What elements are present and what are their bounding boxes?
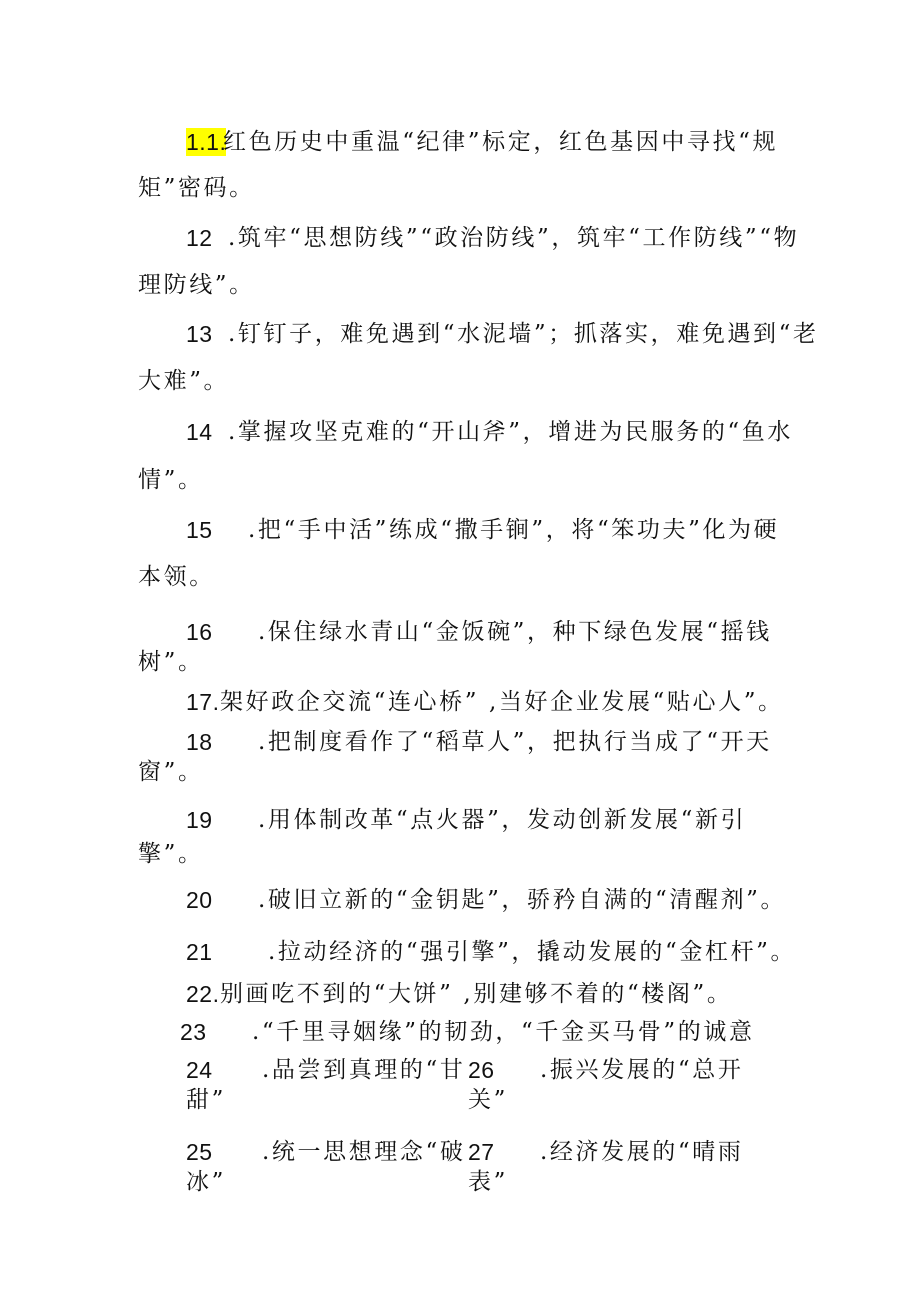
item-text-line2: 擎”。 xyxy=(138,841,204,867)
item-text-line1: .拉动经济的“强引擎”，撬动发展的“金杠杆”。 xyxy=(268,939,797,965)
column-item-text-line2: 甜” xyxy=(186,1087,226,1113)
item-number: 18 xyxy=(186,729,213,755)
item-text-line2: 理防线”。 xyxy=(138,272,255,298)
item-text-line2: 窗”。 xyxy=(138,759,204,785)
column-item-number: 27 xyxy=(468,1139,495,1165)
item-number: 14 xyxy=(186,419,213,445)
column-item-text-line1: .经济发展的“晴雨 xyxy=(540,1139,744,1165)
item-text-line1: .把制度看作了“稻草人”，把执行当成了“开天 xyxy=(258,729,772,755)
item-text-line1: .掌握攻坚克难的“开山斧”，增进为民服务的“鱼水 xyxy=(228,419,793,445)
column-item-number: 25 xyxy=(186,1139,213,1165)
item-text-line2: 大难”。 xyxy=(138,368,230,394)
item-text-line1: 架好政企交流“连心桥” ,当好企业发展“贴心人”。 xyxy=(220,689,784,715)
column-item-text-line2: 表” xyxy=(468,1169,508,1195)
item-number: 15 xyxy=(186,517,213,543)
item-text-line1: .保住绿水青山“金饭碗”，种下绿色发展“摇钱 xyxy=(258,619,772,645)
item-text-line1: 红色历史中重温“纪律”标定，红色基因中寻找“规 xyxy=(223,129,779,155)
column-item-number: 24 xyxy=(186,1057,213,1083)
item-number: 19 xyxy=(186,807,213,833)
item-number: 20 xyxy=(186,887,213,913)
column-item-text-line1: .统一思想理念“破 xyxy=(262,1139,466,1165)
item-number: 23 xyxy=(180,1019,207,1045)
item-number: 21 xyxy=(186,939,213,965)
item-number-highlighted: 1.1. xyxy=(186,129,227,155)
item-number: 12 xyxy=(186,225,213,251)
item-text-line1: .钉钉子，难免遇到“水泥墙”；抓落实，难免遇到“老 xyxy=(228,321,819,347)
item-text-line1: .破旧立新的“金钥匙”，骄矜自满的“清醒剂”。 xyxy=(258,887,787,913)
item-number: 13 xyxy=(186,321,213,347)
item-text-line2: 树”。 xyxy=(138,649,204,675)
item-text-line1: .用体制改革“点火器”，发动创新发展“新引 xyxy=(258,807,747,833)
item-text-line2: 矩”密码。 xyxy=(138,175,255,201)
column-item-text-line1: .品尝到真理的“甘 xyxy=(262,1057,466,1083)
column-item-text-line2: 冰” xyxy=(186,1169,226,1195)
item-text-line1: .筑牢“思想防线”“政治防线”，筑牢“工作防线”“物 xyxy=(228,225,800,251)
item-number: 22. xyxy=(186,981,220,1007)
item-text-line2: 本领。 xyxy=(138,564,215,590)
item-text-line1: 别画吃不到的“大饼” ,别建够不着的“楼阁”。 xyxy=(220,981,733,1007)
column-item-number: 26 xyxy=(468,1057,495,1083)
item-text-line1: .“千里寻姻缘”的韧劲，“千金买马骨”的诚意 xyxy=(252,1019,755,1045)
item-number: 17. xyxy=(186,689,220,715)
item-text-line1: .把“手中活”练成“撒手锏”，将“笨功夫”化为硬 xyxy=(248,517,780,543)
column-item-text-line2: 关” xyxy=(468,1087,508,1113)
column-item-text-line1: .振兴发展的“总开 xyxy=(540,1057,744,1083)
item-text-line2: 情”。 xyxy=(138,467,204,493)
item-number: 16 xyxy=(186,619,213,645)
